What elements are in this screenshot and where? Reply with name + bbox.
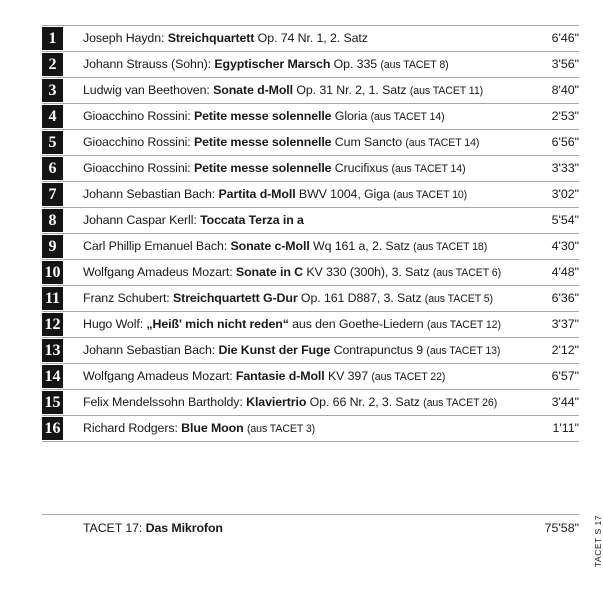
track-source: (aus TACET 5) bbox=[424, 293, 493, 305]
track-source: (aus TACET 14) bbox=[370, 111, 445, 123]
track-detail: Wq 161 a, 2. Satz bbox=[309, 239, 414, 253]
track-row bbox=[42, 104, 579, 130]
track-source: (aus TACET 22) bbox=[371, 371, 446, 383]
track-source: (aus TACET 13) bbox=[426, 345, 501, 357]
track-number: 2 bbox=[42, 53, 63, 76]
track-title: Petite messe solennelle bbox=[193, 161, 332, 175]
track-detail: Gloria bbox=[331, 109, 371, 123]
track-title: Partita d-Moll bbox=[218, 187, 296, 201]
track-detail: Op. 66 Nr. 2, 3. Satz bbox=[306, 395, 424, 409]
track-row bbox=[42, 416, 579, 442]
track-detail: KV 397 bbox=[324, 369, 372, 383]
track-row bbox=[42, 390, 579, 416]
track-detail: Op. 335 bbox=[330, 57, 381, 71]
track-description bbox=[83, 182, 467, 207]
album-label: TACET 17: bbox=[83, 521, 146, 535]
track-detail: Crucifixus bbox=[331, 161, 392, 175]
track-description bbox=[83, 338, 500, 363]
track-description bbox=[83, 104, 445, 129]
track-row bbox=[42, 312, 579, 338]
track-composer: Ludwig van Beethoven: bbox=[83, 83, 214, 97]
track-duration: 1'11" bbox=[552, 421, 579, 435]
track-detail: BWV 1004, Giga bbox=[295, 187, 394, 201]
track-number: 4 bbox=[42, 105, 63, 128]
track-source: (aus TACET 8) bbox=[380, 59, 449, 71]
track-row bbox=[42, 130, 579, 156]
track-detail: Cum Sancto bbox=[331, 135, 406, 149]
track-composer: Wolfgang Amadeus Mozart: bbox=[83, 369, 236, 383]
track-description bbox=[83, 52, 449, 77]
track-description bbox=[83, 260, 501, 285]
track-composer: Gioacchino Rossini: bbox=[83, 135, 194, 149]
track-duration: 3'33" bbox=[551, 161, 579, 175]
track-title: Sonate c-Moll bbox=[230, 239, 310, 253]
track-source: (aus TACET 14) bbox=[405, 137, 480, 149]
track-duration: 2'12" bbox=[551, 343, 579, 357]
track-composer: Carl Phillip Emanuel Bach: bbox=[83, 239, 231, 253]
track-number: 8 bbox=[42, 209, 63, 232]
track-row bbox=[42, 234, 579, 260]
track-list bbox=[42, 25, 579, 442]
track-source: (aus TACET 26) bbox=[423, 397, 498, 409]
track-number: 3 bbox=[42, 79, 63, 102]
track-description bbox=[83, 26, 368, 51]
track-row bbox=[42, 338, 579, 364]
track-source: (aus TACET 3) bbox=[246, 423, 316, 435]
track-composer: Hugo Wolf: bbox=[83, 317, 147, 331]
track-composer: Gioacchino Rossini: bbox=[83, 161, 194, 175]
album-title-line bbox=[83, 516, 223, 541]
track-source: (aus TACET 18) bbox=[413, 241, 488, 253]
track-title: Klaviertrio bbox=[246, 395, 307, 409]
track-description bbox=[83, 312, 501, 337]
track-detail: KV 330 (300h), 3. Satz bbox=[302, 265, 433, 279]
track-duration: 5'54" bbox=[551, 213, 579, 227]
track-duration: 3'44" bbox=[551, 395, 579, 409]
track-composer: Franz Schubert: bbox=[83, 291, 173, 305]
track-row bbox=[42, 364, 579, 390]
track-composer: Richard Rodgers: bbox=[83, 421, 182, 435]
track-source: (aus TACET 12) bbox=[426, 319, 501, 331]
track-row bbox=[42, 286, 579, 312]
track-composer: Felix Mendelssohn Bartholdy: bbox=[83, 395, 247, 409]
catalog-number: TACET S 17 bbox=[593, 515, 603, 567]
track-number: 16 bbox=[42, 417, 63, 440]
track-title: Toccata Terza in a bbox=[200, 213, 304, 227]
track-description bbox=[83, 390, 497, 415]
track-detail: Op. 74 Nr. 1, 2. Satz bbox=[254, 31, 368, 45]
track-row bbox=[42, 25, 579, 52]
track-duration: 6'56" bbox=[551, 135, 579, 149]
track-source: (aus TACET 6) bbox=[432, 267, 501, 279]
track-source: (aus TACET 11) bbox=[409, 85, 484, 97]
track-composer: Johann Sebastian Bach: bbox=[83, 343, 219, 357]
track-title: Streichquartett G-Dur bbox=[173, 291, 298, 305]
track-duration: 4'48" bbox=[551, 265, 579, 279]
track-composer: Johann Strauss (Sohn): bbox=[83, 57, 215, 71]
track-detail: aus den Goethe-Liedern bbox=[288, 317, 427, 331]
track-description bbox=[83, 130, 479, 155]
track-number: 15 bbox=[42, 391, 63, 414]
track-description bbox=[83, 208, 304, 233]
track-description bbox=[83, 416, 315, 441]
track-duration: 3'37" bbox=[551, 317, 579, 331]
track-duration: 8'40" bbox=[551, 83, 579, 97]
track-title: Blue Moon bbox=[181, 421, 244, 435]
track-number: 9 bbox=[42, 235, 63, 258]
track-title: Petite messe solennelle bbox=[193, 135, 332, 149]
track-description bbox=[83, 286, 493, 311]
track-title: Die Kunst der Fuge bbox=[218, 343, 331, 357]
track-number: 13 bbox=[42, 339, 63, 362]
track-duration: 3'56" bbox=[551, 57, 579, 71]
track-composer: Gioacchino Rossini: bbox=[83, 109, 194, 123]
track-composer: Johann Sebastian Bach: bbox=[83, 187, 219, 201]
track-number: 12 bbox=[42, 313, 63, 336]
track-number: 7 bbox=[42, 183, 63, 206]
track-row bbox=[42, 208, 579, 234]
track-title: Sonate in C bbox=[235, 265, 303, 279]
album-summary bbox=[42, 514, 579, 540]
track-title: Egyptischer Marsch bbox=[214, 57, 331, 71]
track-description bbox=[83, 234, 487, 259]
track-composer: Joseph Haydn: bbox=[83, 31, 168, 45]
track-row bbox=[42, 52, 579, 78]
track-title: Fantasie d-Moll bbox=[235, 369, 325, 383]
track-number: 6 bbox=[42, 157, 63, 180]
track-duration: 4'30" bbox=[551, 239, 579, 253]
track-number: 11 bbox=[42, 287, 63, 310]
track-title: „Heiß' mich nicht reden“ bbox=[146, 317, 289, 331]
track-number: 5 bbox=[42, 131, 63, 154]
track-title: Petite messe solennelle bbox=[193, 109, 332, 123]
track-number: 14 bbox=[42, 365, 63, 388]
track-detail: Contrapunctus 9 bbox=[330, 343, 427, 357]
track-composer: Wolfgang Amadeus Mozart: bbox=[83, 265, 236, 279]
track-composer: Johann Caspar Kerll: bbox=[83, 213, 201, 227]
track-duration: 2'53" bbox=[551, 109, 579, 123]
track-description bbox=[83, 78, 483, 103]
track-source: (aus TACET 14) bbox=[391, 163, 466, 175]
track-number: 1 bbox=[42, 27, 63, 50]
track-source: (aus TACET 10) bbox=[393, 189, 468, 201]
track-description bbox=[83, 156, 466, 181]
track-row bbox=[42, 260, 579, 286]
track-row bbox=[42, 78, 579, 104]
track-title: Sonate d-Moll bbox=[213, 83, 293, 97]
track-row bbox=[42, 156, 579, 182]
track-duration: 6'36" bbox=[551, 291, 579, 305]
track-row bbox=[42, 182, 579, 208]
track-duration: 6'57" bbox=[551, 369, 579, 383]
track-duration: 6'46" bbox=[551, 31, 579, 45]
track-number: 10 bbox=[42, 261, 63, 284]
track-detail: Op. 31 Nr. 2, 1. Satz bbox=[293, 83, 410, 97]
track-detail: Op. 161 D887, 3. Satz bbox=[297, 291, 425, 305]
album-title: Das Mikrofon bbox=[145, 521, 223, 535]
track-duration: 3'02" bbox=[551, 187, 579, 201]
total-duration: 75'58" bbox=[544, 521, 579, 535]
track-description bbox=[83, 364, 445, 389]
track-title: Streichquartett bbox=[167, 31, 255, 45]
